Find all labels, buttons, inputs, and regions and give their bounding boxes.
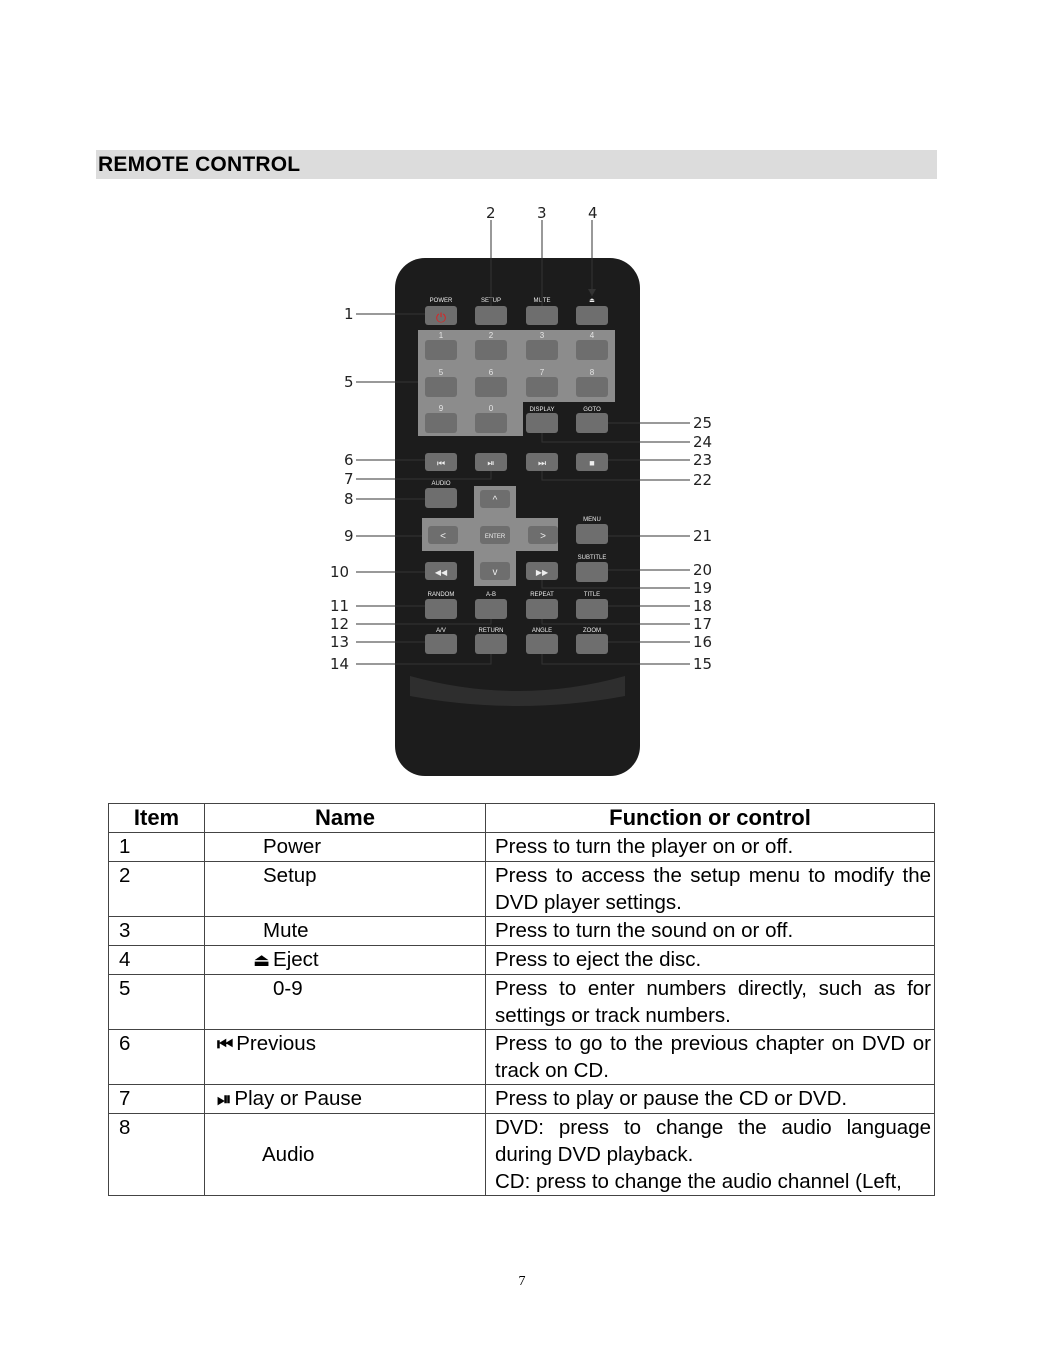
audio-label: AUDIO	[431, 481, 451, 487]
subtitle-button	[576, 562, 608, 582]
eject-button	[576, 306, 608, 325]
row-name: Mute	[205, 917, 486, 946]
table-row	[109, 1030, 935, 1085]
callout-12: 12	[330, 615, 350, 633]
row-item: 3	[109, 917, 205, 946]
digit-4-button	[576, 340, 608, 360]
audio-button	[425, 488, 457, 508]
eject-icon: ⏏	[253, 950, 271, 970]
row-item: 1	[109, 833, 205, 862]
angle-label: ANGLE	[531, 628, 553, 634]
power-icon: ⏻	[435, 310, 447, 325]
row-item: 5	[109, 975, 205, 1030]
callout-20: 20	[693, 561, 713, 579]
row-name: Power	[205, 833, 486, 862]
callout-23: 23	[693, 451, 713, 469]
row-function: DVD: press to change the audio language during DVD playback.	[495, 1116, 931, 1166]
row-function: Press to turn the sound on or off.	[486, 917, 935, 946]
callout-19: 19	[693, 579, 713, 597]
callout-7: 7	[344, 470, 354, 488]
row-name: Setup	[205, 862, 486, 917]
digit-5-button	[425, 377, 457, 397]
display-button	[526, 413, 558, 433]
stop-icon: ■	[589, 458, 595, 468]
section-title: REMOTE CONTROL	[98, 153, 301, 176]
digit-6-button	[475, 377, 507, 397]
digit-2-label: 2	[488, 331, 494, 340]
table-row	[109, 1114, 935, 1196]
row-item: 2	[109, 862, 205, 917]
callout-3: 3	[537, 204, 547, 222]
table-row	[109, 833, 935, 862]
down-arrow-icon: v	[492, 567, 498, 578]
right-arrow-icon: >	[540, 531, 546, 542]
title-button	[576, 599, 608, 619]
repeat-button	[526, 599, 558, 619]
callout-17: 17	[693, 615, 713, 633]
angle-button	[526, 634, 558, 654]
ab-label: A-B	[485, 592, 497, 598]
goto-label: GOTO	[583, 407, 601, 413]
remote-functions-table	[108, 803, 935, 1196]
callout-5: 5	[344, 373, 354, 391]
enter-label: ENTER	[484, 534, 506, 540]
digit-3-button	[526, 340, 558, 360]
callout-2: 2	[486, 204, 496, 222]
next-icon: ⏭	[537, 458, 547, 468]
subtitle-label: SUBTITLE	[577, 555, 607, 561]
digit-3-label: 3	[539, 331, 545, 340]
row-name-cell	[205, 1030, 486, 1085]
rewind-icon: ◀◀	[434, 568, 448, 577]
digit-1-button	[425, 340, 457, 360]
callout-6: 6	[344, 451, 354, 469]
callout-4: 4	[588, 204, 598, 222]
menu-button	[576, 524, 608, 544]
random-label: RANDOM	[427, 592, 455, 598]
row-item: 4	[109, 946, 205, 975]
callout-1: 1	[344, 305, 354, 323]
digit-0-label: 0	[488, 404, 494, 413]
left-arrow-icon: <	[440, 531, 446, 542]
digit-0-button	[475, 413, 507, 433]
row-name: Play or Pause	[234, 1087, 363, 1110]
row-item: 6	[109, 1030, 205, 1085]
header-item: Item	[109, 804, 205, 833]
callout-24: 24	[693, 433, 713, 451]
power-label: POWER	[429, 298, 453, 304]
table-row	[109, 946, 935, 975]
table-header-row	[109, 804, 935, 833]
row-name: Eject	[273, 948, 319, 971]
row-function: Press to go to the previous chapter on DVD or track on CD.	[486, 1030, 935, 1085]
return-label: RETURN	[478, 628, 504, 634]
play-pause-icon: ⏯	[487, 458, 495, 468]
return-button	[475, 634, 507, 654]
digit-6-label: 6	[488, 368, 494, 377]
row-function: Press to play or pause the CD or DVD.	[486, 1085, 935, 1114]
digit-5-label: 5	[438, 368, 444, 377]
zoom-label: ZOOM	[583, 628, 601, 634]
display-label: DISPLAY	[529, 407, 555, 413]
digit-8-label: 8	[589, 368, 595, 377]
fast-forward-icon: ▶▶	[535, 568, 549, 577]
row-name: Previous	[236, 1032, 316, 1055]
previous-icon: ⏮	[436, 458, 446, 468]
callout-11: 11	[330, 597, 350, 615]
eject-icon: ⏏	[589, 298, 595, 304]
callout-22: 22	[693, 471, 713, 489]
callout-16: 16	[693, 633, 713, 651]
digit-7-label: 7	[539, 368, 545, 377]
digit-9-label: 9	[438, 404, 444, 413]
row-function-continued: CD: press to change the audio channel (Left,	[495, 1170, 902, 1193]
table-row	[109, 975, 935, 1030]
row-function: Press to enter numbers directly, such as for settings or track numbers.	[486, 975, 935, 1030]
row-name-cell	[205, 1085, 486, 1114]
table-row	[109, 1085, 935, 1114]
row-name-cell	[205, 946, 486, 975]
up-arrow-icon: ^	[492, 495, 498, 506]
mute-button	[526, 306, 558, 325]
row-function: Press to eject the disc.	[486, 946, 935, 975]
callout-25: 25	[693, 414, 713, 432]
row-function: Press to access the setup menu to modify the DVD player settings.	[486, 862, 935, 917]
page-number: 7	[518, 1274, 526, 1289]
callout-13: 13	[330, 633, 350, 651]
digit-9-button	[425, 413, 457, 433]
goto-button	[576, 413, 608, 433]
row-item: 7	[109, 1085, 205, 1114]
callout-8: 8	[344, 490, 354, 508]
setup-button	[475, 306, 507, 325]
title-label: TITLE	[583, 592, 601, 598]
ab-button	[475, 599, 507, 619]
av-label: A/V	[436, 628, 446, 634]
row-function: Press to turn the player on or off.	[486, 833, 935, 862]
remote-control-illustration	[320, 196, 730, 786]
callout-10: 10	[330, 563, 350, 581]
play-pause-icon: ⏯	[217, 1089, 232, 1109]
row-function-cell	[486, 1114, 935, 1196]
table-row	[109, 862, 935, 917]
repeat-label: REPEAT	[530, 592, 554, 598]
random-button	[425, 599, 457, 619]
row-name: 0-9	[205, 975, 486, 1030]
section-heading-bar	[96, 150, 937, 179]
row-name: Audio	[205, 1114, 486, 1196]
digit-1-label: 1	[438, 331, 444, 340]
av-button	[425, 634, 457, 654]
callout-9: 9	[344, 527, 354, 545]
callout-15: 15	[693, 655, 713, 673]
callout-18: 18	[693, 597, 713, 615]
table-row	[109, 917, 935, 946]
row-item: 8	[109, 1114, 205, 1196]
header-name: Name	[205, 804, 486, 833]
digit-8-button	[576, 377, 608, 397]
mute-label: MUTE	[533, 298, 551, 304]
callout-21: 21	[693, 527, 713, 545]
digit-2-button	[475, 340, 507, 360]
menu-label: MENU	[583, 517, 601, 523]
callout-14: 14	[330, 655, 350, 673]
remote-control-figure	[320, 196, 730, 786]
zoom-button	[576, 634, 608, 654]
header-function: Function or control	[486, 804, 935, 833]
digit-4-label: 4	[589, 331, 595, 340]
digit-7-button	[526, 377, 558, 397]
setup-label: SETUP	[480, 298, 502, 304]
previous-icon: ⏮	[217, 1034, 234, 1054]
